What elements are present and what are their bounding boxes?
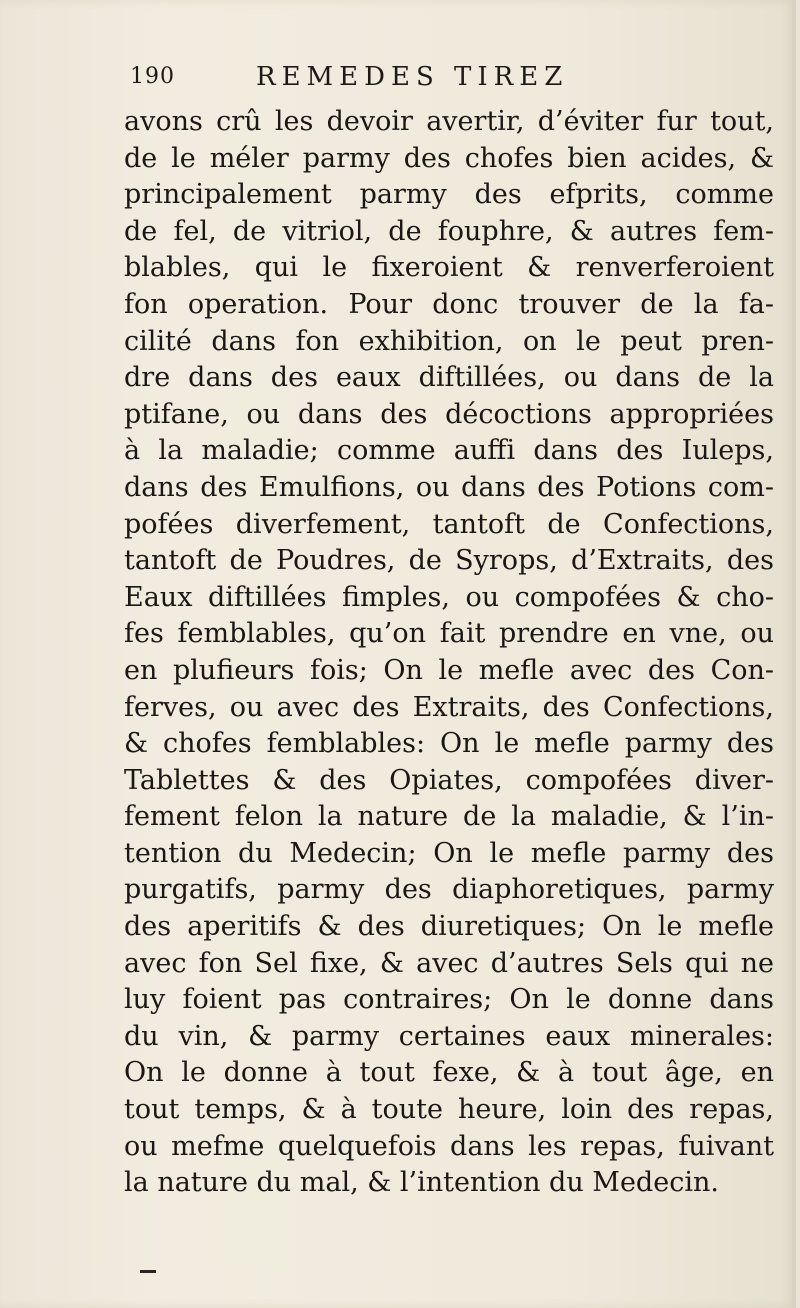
page-edge bbox=[792, 0, 796, 1308]
text-line: tantoft de Poudres, de Syrops, d’Extraits, des bbox=[124, 545, 774, 577]
text-line: tout temps, & à toute heure, loin des repas, bbox=[124, 1094, 774, 1126]
text-line: ferves, ou avec des Extraits, des Confections, bbox=[124, 691, 774, 723]
text-line: la nature du mal, & l’intention du Medecin. bbox=[124, 1167, 719, 1199]
text-line: fes femblables, qu’on fait prendre en vne, ou bbox=[124, 618, 774, 650]
text-line: ptifane, ou dans des décoctions appropriées bbox=[124, 398, 774, 430]
text-line: & chofes femblables: On le mefle parmy des bbox=[124, 728, 774, 760]
text-line: tention du Medecin; On le mefle parmy des bbox=[124, 837, 774, 869]
text-line: de le méler parmy des chofes bien acides, & bbox=[124, 142, 774, 174]
page-header bbox=[120, 62, 780, 102]
text-line: de fel, de vitriol, de fouphre, & autres fem- bbox=[124, 215, 774, 247]
text-line: luy foient pas contraires; On le donne dans bbox=[124, 984, 774, 1016]
body-text bbox=[124, 104, 774, 1202]
text-line: dans des Emulfions, ou dans des Potions com- bbox=[124, 471, 774, 503]
text-line: cilité dans fon exhibition, on le peut pren- bbox=[124, 325, 774, 357]
text-line: à la maladie; comme auffi dans des Iuleps, bbox=[124, 435, 774, 467]
catchword-mark bbox=[140, 1270, 156, 1273]
text-line: en plufieurs fois; On le mefle avec des Con- bbox=[124, 654, 774, 686]
text-line: principalement parmy des efprits, comme bbox=[124, 179, 774, 211]
text-line: avec fon Sel fixe, & avec d’autres Sels qui ne bbox=[124, 947, 774, 979]
text-line: purgatifs, parmy des diaphoretiques, parmy bbox=[124, 874, 774, 906]
text-line: avons crû les devoir avertir, d’éviter fur tout, bbox=[124, 106, 774, 137]
text-line: fement felon la nature de la maladie, & l’in- bbox=[124, 801, 774, 833]
text-line: Eaux diftillées fimples, ou compofées & cho- bbox=[124, 581, 774, 613]
text-line: ou mefme quelquefois dans les repas, fuivant bbox=[124, 1130, 774, 1162]
text-line: blables, qui le fixeroient & renverferoient bbox=[124, 252, 774, 284]
text-line: dre dans des eaux diftillées, ou dans de la bbox=[124, 362, 774, 394]
page-number: 190 bbox=[130, 64, 175, 89]
text-line: du vin, & parmy certaines eaux minerales: bbox=[124, 1020, 774, 1052]
text-line: Tablettes & des Opiates, compofées diver- bbox=[124, 764, 774, 796]
text-line: des aperitifs & des diuretiques; On le mefle bbox=[124, 911, 774, 943]
running-head: REMEDES TIREZ bbox=[256, 62, 569, 92]
text-line: On le donne à tout fexe, & à tout âge, en bbox=[124, 1057, 774, 1089]
text-line: pofées diverfement, tantoft de Confections, bbox=[124, 508, 774, 540]
text-line: fon operation. Pour donc trouver de la fa- bbox=[124, 288, 774, 320]
